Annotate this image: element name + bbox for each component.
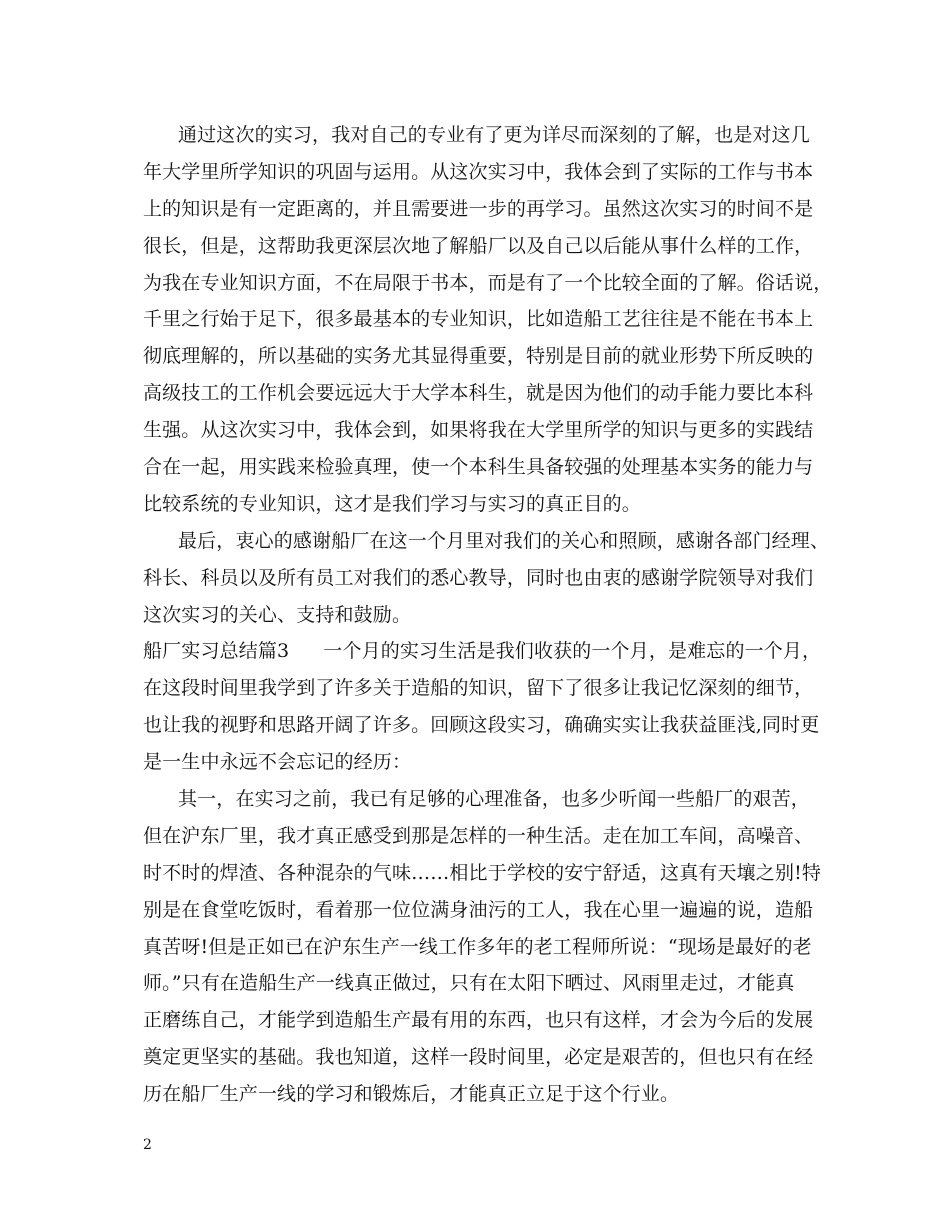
text-line: 彻底理解的，所以基础的实务尤其显得重要，特别是目前的就业形势下所反映的 xyxy=(143,345,814,368)
line-text: 一个月的实习生活是我们收获的一个月，是难忘的一个月， xyxy=(323,640,822,663)
text-line: 这次实习的关心、支持和鼓励。 xyxy=(143,603,412,626)
text-line: 也让我的视野和思路开阔了许多。回顾这段实习，确确实实让我获益匪浅,同时更 xyxy=(143,714,820,737)
text-line: 奠定更坚实的基础。我也知道，这样一段时间里，必定是艰苦的，但也只有在经 xyxy=(143,1046,814,1069)
text-line: 比较系统的专业知识，这才是我们学习与实习的真正目的。 xyxy=(143,492,641,515)
text-line: 千里之行始于足下，很多最基本的专业知识，比如造船工艺往往是不能在书本上 xyxy=(143,308,814,331)
text-line: 但在沪东厂里，我才真正感受到那是怎样的一种生活。走在加工车间，高噪音、 xyxy=(143,824,814,847)
page-number: 2 xyxy=(143,1137,152,1153)
text-line: 真苦呀!但是正如已在沪东生产一线工作多年的老工程师所说：“现场是最好的老 xyxy=(143,935,812,958)
text-line: 为我在专业知识方面，不在局限于书本，而是有了一个比较全面的了解。俗话说， xyxy=(143,271,833,294)
text-line: 生强。从这次实习中，我体会到，如果将我在大学里所学的知识与更多的实践结 xyxy=(143,419,814,442)
text-line: 师。”只有在造船生产一线真正做过，只有在太阳下晒过、风雨里走过，才能真 xyxy=(143,972,795,995)
text-line: 上的知识是有一定距离的，并且需要进一步的再学习。虽然这次实习的时间不是 xyxy=(143,197,814,220)
text-line: 在这段时间里我学到了许多关于造船的知识，留下了很多让我记忆深刻的细节， xyxy=(143,677,814,700)
text-line: 时不时的焊渣、各种混杂的气味……相比于学校的安宁舒适，这真有天壤之别!特 xyxy=(143,861,822,884)
text-line: 是一生中永远不会忘记的经历： xyxy=(143,751,412,774)
text-line: 科长、科员以及所有员工对我们的悉心教导，同时也由衷的感谢学院领导对我们 xyxy=(143,566,814,589)
text-line: 其一，在实习之前，我已有足够的心理准备，也多少听闻一些船厂的艰苦， xyxy=(178,788,810,811)
text-line: 历在船厂生产一线的学习和锻炼后，才能真正立足于这个行业。 xyxy=(143,1083,680,1106)
text-line: 合在一起，用实践来检验真理，使一个本科生具备较强的处理基本实务的能力与 xyxy=(143,456,814,479)
text-line: 很长，但是，这帮助我更深层次地了解船厂以及自己以后能从事什么样的工作， xyxy=(143,234,814,257)
text-line: 别是在食堂吃饭时，看着那一位位满身油污的工人，我在心里一遍遍的说，造船 xyxy=(143,898,814,921)
body-text xyxy=(143,117,833,1113)
text-line: 高级技工的工作机会要远远大于大学本科生，就是因为他们的动手能力要比本科 xyxy=(143,382,814,405)
text-line: 正磨练自己，才能学到造船生产最有用的东西，也只有这样，才会为今后的发展 xyxy=(143,1009,814,1032)
text-line: 年大学里所学知识的巩固与运用。从这次实习中，我体会到了实际的工作与书本 xyxy=(143,160,814,183)
section-heading: 船厂实习总结篇3 xyxy=(143,640,290,663)
text-line: 最后，衷心的感谢船厂在这一个月里对我们的关心和照顾，感谢各部门经理、 xyxy=(178,529,830,552)
text-line xyxy=(143,633,822,670)
text-line: 通过这次的实习，我对自己的专业有了更为详尽而深刻的了解，也是对这几 xyxy=(178,124,810,146)
